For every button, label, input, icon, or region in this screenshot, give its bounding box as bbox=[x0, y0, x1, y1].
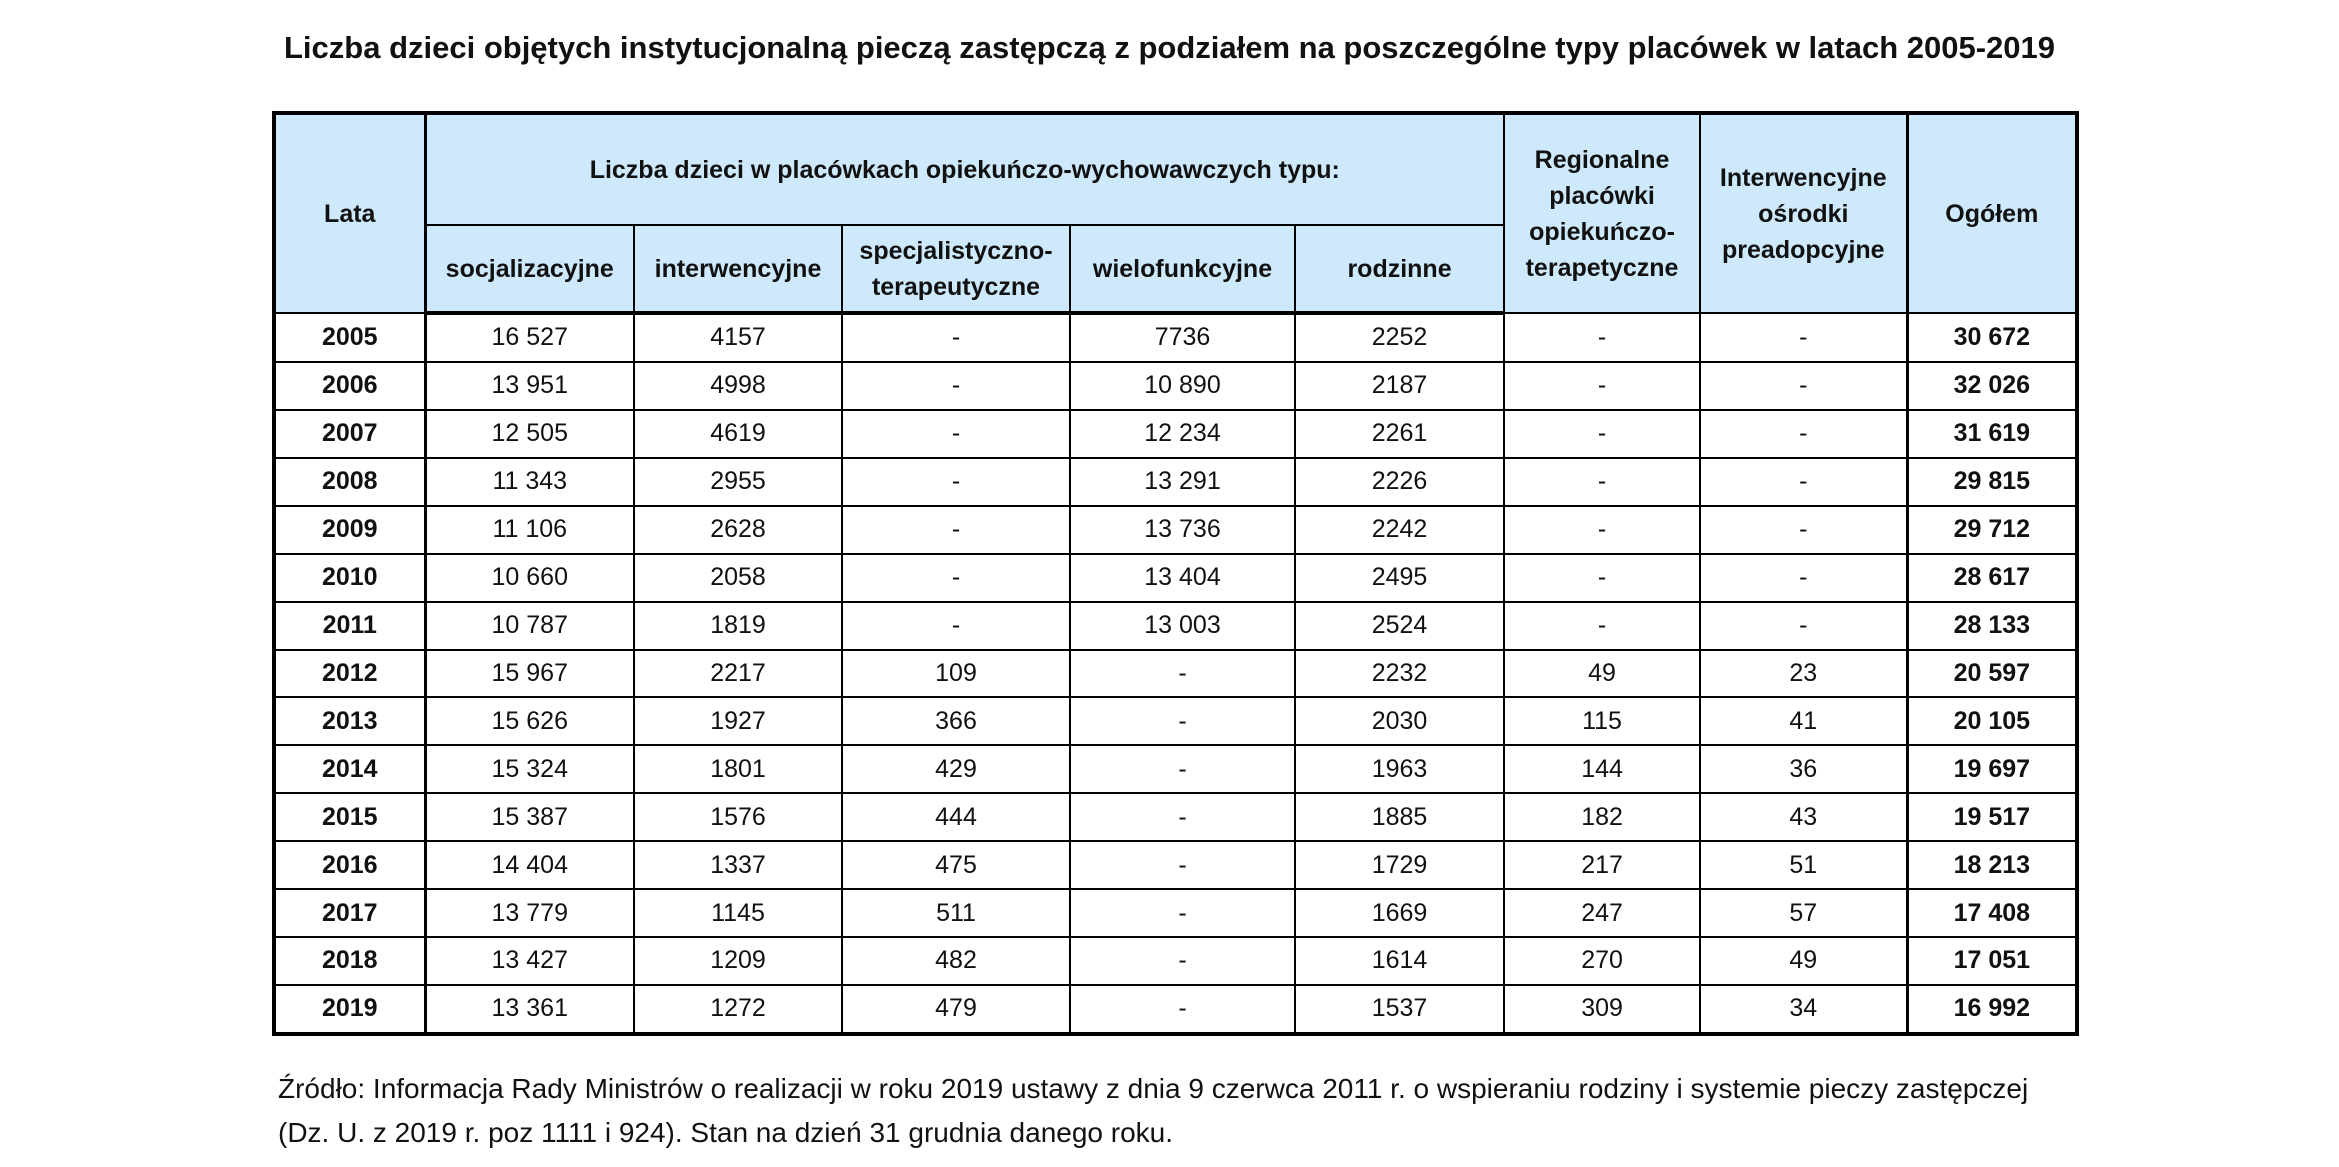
source-line1: Źródło: Informacja Rady Ministrów o realizacji w roku 2019 ustawy z dnia 9 czerwca 2011 r. o wspieraniu rodziny i systemie pieczy zastępczej bbox=[278, 1073, 2029, 1104]
cell-regionalne: 247 bbox=[1504, 889, 1700, 937]
cell-wielofunkcyjne: 12 234 bbox=[1070, 410, 1295, 458]
cell-specjalistyczne: 366 bbox=[842, 697, 1070, 745]
cell-rodzinne: 2495 bbox=[1295, 554, 1504, 602]
cell-wielofunkcyjne: - bbox=[1070, 937, 1295, 985]
table-row bbox=[274, 650, 2077, 698]
cell-total: 30 672 bbox=[1907, 313, 2077, 362]
cell-regionalne: 270 bbox=[1504, 937, 1700, 985]
cell-osrodki: 34 bbox=[1700, 985, 1907, 1034]
cell-interwencyjne: 2955 bbox=[634, 458, 842, 506]
cell-specjalistyczne: 444 bbox=[842, 793, 1070, 841]
cell-specjalistyczne: - bbox=[842, 410, 1070, 458]
header-rodzinne: rodzinne bbox=[1295, 225, 1504, 313]
cell-socjalizacyjne: 13 427 bbox=[425, 937, 634, 985]
table-row bbox=[274, 410, 2077, 458]
cell-rodzinne: 1537 bbox=[1295, 985, 1504, 1034]
table-row bbox=[274, 697, 2077, 745]
cell-regionalne: 217 bbox=[1504, 841, 1700, 889]
cell-year: 2013 bbox=[274, 697, 425, 745]
cell-osrodki: 51 bbox=[1700, 841, 1907, 889]
cell-wielofunkcyjne: - bbox=[1070, 841, 1295, 889]
table-title: Liczba dzieci objętych instytucjonalną pieczą zastępczą z podziałem na poszczególne typy placówek w latach 2005-2019 bbox=[283, 30, 2056, 65]
cell-osrodki: 36 bbox=[1700, 745, 1907, 793]
cell-specjalistyczne: 429 bbox=[842, 745, 1070, 793]
header-regionalne-line1: Regionalne bbox=[1534, 145, 1670, 174]
cell-osrodki: 23 bbox=[1700, 650, 1907, 698]
cell-specjalistyczne: 511 bbox=[842, 889, 1070, 937]
cell-socjalizacyjne: 14 404 bbox=[425, 841, 634, 889]
data-table bbox=[272, 111, 2079, 1036]
cell-total: 29 712 bbox=[1907, 506, 2077, 554]
header-regionalne-line3: opiekuńczo- bbox=[1529, 217, 1675, 246]
cell-year: 2005 bbox=[274, 313, 425, 362]
cell-rodzinne: 2252 bbox=[1295, 313, 1504, 362]
cell-total: 17 408 bbox=[1907, 889, 2077, 937]
cell-wielofunkcyjne: - bbox=[1070, 985, 1295, 1034]
table-row bbox=[274, 554, 2077, 602]
cell-rodzinne: 2030 bbox=[1295, 697, 1504, 745]
cell-year: 2015 bbox=[274, 793, 425, 841]
header-total: Ogółem bbox=[1907, 113, 2077, 313]
cell-wielofunkcyjne: 13 291 bbox=[1070, 458, 1295, 506]
table-body bbox=[274, 313, 2077, 1034]
cell-wielofunkcyjne: - bbox=[1070, 697, 1295, 745]
table-row bbox=[274, 458, 2077, 506]
cell-socjalizacyjne: 11 106 bbox=[425, 506, 634, 554]
cell-regionalne: - bbox=[1504, 458, 1700, 506]
cell-specjalistyczne: - bbox=[842, 506, 1070, 554]
cell-socjalizacyjne: 15 967 bbox=[425, 650, 634, 698]
cell-year: 2010 bbox=[274, 554, 425, 602]
cell-interwencyjne: 1801 bbox=[634, 745, 842, 793]
cell-interwencyjne: 4998 bbox=[634, 362, 842, 410]
cell-interwencyjne: 1576 bbox=[634, 793, 842, 841]
cell-rodzinne: 1729 bbox=[1295, 841, 1504, 889]
cell-specjalistyczne: 475 bbox=[842, 841, 1070, 889]
cell-socjalizacyjne: 15 387 bbox=[425, 793, 634, 841]
table-row bbox=[274, 362, 2077, 410]
cell-interwencyjne: 4157 bbox=[634, 313, 842, 362]
cell-year: 2011 bbox=[274, 602, 425, 650]
cell-wielofunkcyjne: 13 736 bbox=[1070, 506, 1295, 554]
header-group-placowki: Liczba dzieci w placówkach opiekuńczo-wychowawczych typu: bbox=[425, 113, 1504, 225]
cell-year: 2009 bbox=[274, 506, 425, 554]
cell-socjalizacyjne: 13 951 bbox=[425, 362, 634, 410]
cell-regionalne: 49 bbox=[1504, 650, 1700, 698]
header-socjalizacyjne: socjalizacyjne bbox=[425, 225, 634, 313]
cell-osrodki: - bbox=[1700, 362, 1907, 410]
cell-osrodki: - bbox=[1700, 313, 1907, 362]
cell-specjalistyczne: 482 bbox=[842, 937, 1070, 985]
cell-year: 2012 bbox=[274, 650, 425, 698]
table-row bbox=[274, 937, 2077, 985]
cell-interwencyjne: 2058 bbox=[634, 554, 842, 602]
cell-osrodki: - bbox=[1700, 458, 1907, 506]
cell-total: 20 597 bbox=[1907, 650, 2077, 698]
header-specjalistyczne-line1: specjalistyczno- bbox=[859, 236, 1053, 265]
table-row bbox=[274, 793, 2077, 841]
cell-specjalistyczne: - bbox=[842, 602, 1070, 650]
cell-specjalistyczne: - bbox=[842, 554, 1070, 602]
cell-total: 31 619 bbox=[1907, 410, 2077, 458]
cell-interwencyjne: 2628 bbox=[634, 506, 842, 554]
cell-socjalizacyjne: 15 324 bbox=[425, 745, 634, 793]
cell-specjalistyczne: 479 bbox=[842, 985, 1070, 1034]
table-row bbox=[274, 889, 2077, 937]
cell-osrodki: 43 bbox=[1700, 793, 1907, 841]
cell-socjalizacyjne: 12 505 bbox=[425, 410, 634, 458]
cell-total: 18 213 bbox=[1907, 841, 2077, 889]
table-row bbox=[274, 841, 2077, 889]
cell-interwencyjne: 1927 bbox=[634, 697, 842, 745]
cell-interwencyjne: 1337 bbox=[634, 841, 842, 889]
cell-total: 19 517 bbox=[1907, 793, 2077, 841]
header-wielofunkcyjne: wielofunkcyjne bbox=[1070, 225, 1295, 313]
cell-osrodki: - bbox=[1700, 506, 1907, 554]
cell-regionalne: - bbox=[1504, 313, 1700, 362]
table-row bbox=[274, 602, 2077, 650]
cell-total: 28 617 bbox=[1907, 554, 2077, 602]
cell-wielofunkcyjne: 13 003 bbox=[1070, 602, 1295, 650]
cell-osrodki: 49 bbox=[1700, 937, 1907, 985]
cell-specjalistyczne: - bbox=[842, 313, 1070, 362]
table-row bbox=[274, 313, 2077, 362]
cell-regionalne: 144 bbox=[1504, 745, 1700, 793]
cell-total: 20 105 bbox=[1907, 697, 2077, 745]
cell-wielofunkcyjne: 10 890 bbox=[1070, 362, 1295, 410]
source-line2: (Dz. U. z 2019 r. poz 1111 i 924). Stan na dzień 31 grudnia danego roku. bbox=[278, 1117, 1174, 1148]
cell-year: 2017 bbox=[274, 889, 425, 937]
cell-year: 2016 bbox=[274, 841, 425, 889]
cell-year: 2019 bbox=[274, 985, 425, 1034]
header-specjalistyczne-line2: terapeutyczne bbox=[871, 272, 1041, 301]
cell-rodzinne: 1669 bbox=[1295, 889, 1504, 937]
cell-rodzinne: 2524 bbox=[1295, 602, 1504, 650]
cell-specjalistyczne: - bbox=[842, 362, 1070, 410]
cell-wielofunkcyjne: 7736 bbox=[1070, 313, 1295, 362]
cell-regionalne: - bbox=[1504, 410, 1700, 458]
cell-rodzinne: 2232 bbox=[1295, 650, 1504, 698]
cell-osrodki: 41 bbox=[1700, 697, 1907, 745]
cell-wielofunkcyjne: - bbox=[1070, 793, 1295, 841]
header-years: Lata bbox=[274, 113, 425, 313]
cell-rodzinne: 1614 bbox=[1295, 937, 1504, 985]
cell-specjalistyczne: 109 bbox=[842, 650, 1070, 698]
cell-total: 19 697 bbox=[1907, 745, 2077, 793]
cell-year: 2006 bbox=[274, 362, 425, 410]
header-specjalistyczne bbox=[842, 225, 1070, 313]
cell-regionalne: 309 bbox=[1504, 985, 1700, 1034]
cell-rodzinne: 1885 bbox=[1295, 793, 1504, 841]
header-osrodki bbox=[1700, 113, 1907, 313]
header-regionalne bbox=[1504, 113, 1700, 313]
cell-wielofunkcyjne: - bbox=[1070, 650, 1295, 698]
table-row bbox=[274, 506, 2077, 554]
cell-socjalizacyjne: 10 660 bbox=[425, 554, 634, 602]
header-osrodki-line1: Interwencyjne bbox=[1719, 163, 1887, 192]
header-interwencyjne: interwencyjne bbox=[634, 225, 842, 313]
cell-interwencyjne: 1209 bbox=[634, 937, 842, 985]
cell-specjalistyczne: - bbox=[842, 458, 1070, 506]
cell-year: 2014 bbox=[274, 745, 425, 793]
cell-year: 2018 bbox=[274, 937, 425, 985]
cell-regionalne: - bbox=[1504, 362, 1700, 410]
cell-wielofunkcyjne: 13 404 bbox=[1070, 554, 1295, 602]
cell-regionalne: 182 bbox=[1504, 793, 1700, 841]
cell-osrodki: - bbox=[1700, 410, 1907, 458]
cell-socjalizacyjne: 10 787 bbox=[425, 602, 634, 650]
cell-year: 2007 bbox=[274, 410, 425, 458]
table-row bbox=[274, 985, 2077, 1034]
cell-wielofunkcyjne: - bbox=[1070, 745, 1295, 793]
cell-interwencyjne: 2217 bbox=[634, 650, 842, 698]
cell-rodzinne: 2242 bbox=[1295, 506, 1504, 554]
cell-socjalizacyjne: 16 527 bbox=[425, 313, 634, 362]
source-note bbox=[278, 1067, 2028, 1155]
cell-interwencyjne: 1272 bbox=[634, 985, 842, 1034]
cell-socjalizacyjne: 13 779 bbox=[425, 889, 634, 937]
cell-interwencyjne: 1819 bbox=[634, 602, 842, 650]
cell-regionalne: - bbox=[1504, 554, 1700, 602]
table-row bbox=[274, 745, 2077, 793]
cell-regionalne: - bbox=[1504, 506, 1700, 554]
cell-total: 29 815 bbox=[1907, 458, 2077, 506]
cell-rodzinne: 2187 bbox=[1295, 362, 1504, 410]
cell-interwencyjne: 4619 bbox=[634, 410, 842, 458]
cell-total: 32 026 bbox=[1907, 362, 2077, 410]
header-regionalne-line4: terapetyczne bbox=[1525, 253, 1679, 282]
cell-total: 28 133 bbox=[1907, 602, 2077, 650]
cell-wielofunkcyjne: - bbox=[1070, 889, 1295, 937]
cell-socjalizacyjne: 15 626 bbox=[425, 697, 634, 745]
cell-osrodki: - bbox=[1700, 554, 1907, 602]
cell-socjalizacyjne: 13 361 bbox=[425, 985, 634, 1034]
cell-osrodki: 57 bbox=[1700, 889, 1907, 937]
cell-socjalizacyjne: 11 343 bbox=[425, 458, 634, 506]
cell-total: 16 992 bbox=[1907, 985, 2077, 1034]
cell-regionalne: - bbox=[1504, 602, 1700, 650]
header-osrodki-line3: preadopcyjne bbox=[1722, 235, 1885, 264]
header-osrodki-line2: ośrodki bbox=[1758, 199, 1849, 228]
cell-osrodki: - bbox=[1700, 602, 1907, 650]
cell-rodzinne: 1963 bbox=[1295, 745, 1504, 793]
cell-regionalne: 115 bbox=[1504, 697, 1700, 745]
cell-year: 2008 bbox=[274, 458, 425, 506]
header-regionalne-line2: placówki bbox=[1549, 181, 1655, 210]
cell-rodzinne: 2261 bbox=[1295, 410, 1504, 458]
cell-interwencyjne: 1145 bbox=[634, 889, 842, 937]
cell-total: 17 051 bbox=[1907, 937, 2077, 985]
cell-rodzinne: 2226 bbox=[1295, 458, 1504, 506]
